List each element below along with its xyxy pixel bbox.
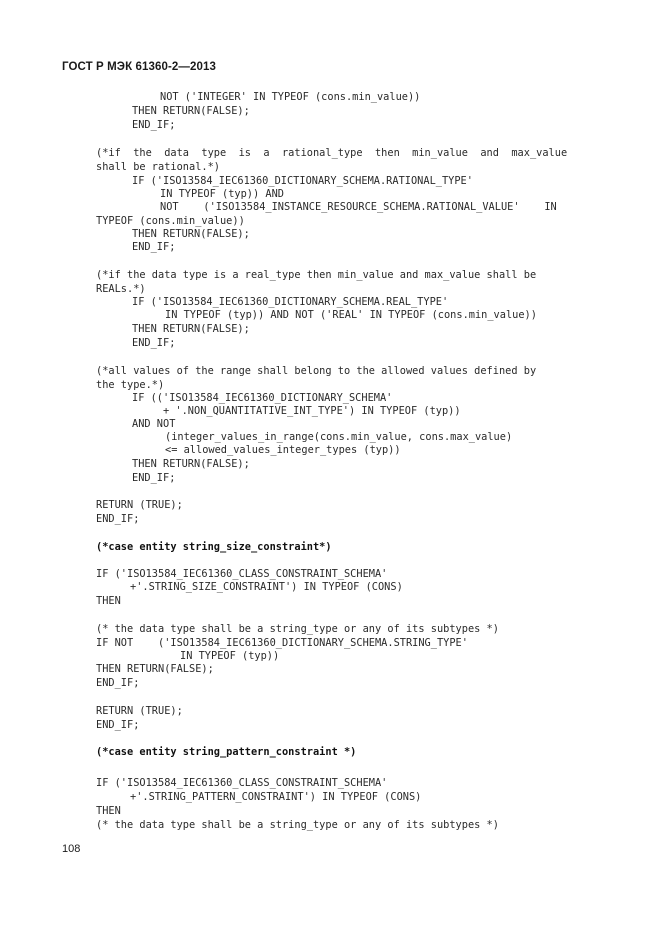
- code-line: IF ('ISO13584_IEC61360_DICTIONARY_SCHEMA.REAL_TYPE': [132, 296, 449, 308]
- code-line: IF ('ISO13584_IEC61360_DICTIONARY_SCHEMA.RATIONAL_TYPE': [132, 175, 473, 187]
- code-line: IN TYPEOF (typ)): [180, 650, 280, 662]
- code-line: END_IF;: [132, 241, 176, 253]
- code-comment: the type.*): [96, 379, 165, 391]
- code-line: IF (('ISO13584_IEC61360_DICTIONARY_SCHEMA': [132, 392, 393, 404]
- code-line: END_IF;: [132, 337, 176, 349]
- code-line: RETURN (TRUE);: [96, 705, 183, 717]
- code-line: + '.NON_QUANTITATIVE_INT_TYPE') IN TYPEOF (typ)): [163, 405, 461, 417]
- code-line: END_IF;: [96, 719, 140, 731]
- code-line: <= allowed_values_integer_types (typ)): [165, 444, 401, 456]
- code-line: THEN RETURN(FALSE);: [132, 228, 250, 240]
- code-line: THEN RETURN(FALSE);: [96, 663, 214, 675]
- code-line: TYPEOF (cons.min_value)): [96, 215, 245, 227]
- code-comment: (* the data type shall be a string_type or any of its subtypes *): [96, 623, 499, 635]
- code-line: (integer_values_in_range(cons.min_value, cons.max_value): [165, 431, 513, 443]
- code-line: END_IF;: [132, 119, 176, 131]
- document-header: ГОСТ Р МЭК 61360-2—2013: [62, 61, 216, 73]
- code-line: IF ('ISO13584_IEC61360_CLASS_CONSTRAINT_SCHEMA': [96, 777, 388, 789]
- page-number: 108: [62, 843, 81, 855]
- code-line: THEN: [96, 805, 121, 817]
- code-line: IN TYPEOF (typ)) AND NOT ('REAL' IN TYPEOF (cons.min_value)): [165, 309, 537, 321]
- code-comment: (*if the data type is a real_type then min_value and max_value shall be: [96, 269, 537, 281]
- code-line: +'.STRING_SIZE_CONSTRAINT') IN TYPEOF (CONS): [130, 581, 403, 593]
- code-line: THEN RETURN(FALSE);: [132, 323, 250, 335]
- code-line: END_IF;: [96, 677, 140, 689]
- code-line: +'.STRING_PATTERN_CONSTRAINT') IN TYPEOF (CONS): [130, 791, 422, 803]
- code-line: THEN RETURN(FALSE);: [132, 458, 250, 470]
- section-heading: (*case entity string_size_constraint*): [96, 541, 332, 553]
- code-comment: (*if the data type is a rational_type then min_value and max_value: [96, 147, 568, 159]
- code-line: IF NOT ('ISO13584_IEC61360_DICTIONARY_SCHEMA.STRING_TYPE': [96, 637, 468, 649]
- code-line: IF ('ISO13584_IEC61360_CLASS_CONSTRAINT_SCHEMA': [96, 568, 388, 580]
- code-comment: (*all values of the range shall belong to the allowed values defined by: [96, 365, 537, 377]
- code-line: THEN RETURN(FALSE);: [132, 105, 250, 117]
- code-line: NOT ('ISO13584_INSTANCE_RESOURCE_SCHEMA.RATIONAL_VALUE' IN: [160, 201, 557, 213]
- code-line: IN TYPEOF (typ)) AND: [160, 188, 284, 200]
- section-heading: (*case entity string_pattern_constraint *): [96, 746, 357, 758]
- code-line: AND NOT: [132, 418, 176, 430]
- code-line: RETURN (TRUE);: [96, 499, 183, 511]
- code-line: END_IF;: [132, 472, 176, 484]
- code-line: END_IF;: [96, 513, 140, 525]
- code-line: NOT ('INTEGER' IN TYPEOF (cons.min_value)): [160, 91, 421, 103]
- code-comment: REALs.*): [96, 283, 146, 295]
- code-comment: shall be rational.*): [96, 161, 220, 173]
- code-comment: (* the data type shall be a string_type or any of its subtypes *): [96, 819, 499, 831]
- code-line: THEN: [96, 595, 121, 607]
